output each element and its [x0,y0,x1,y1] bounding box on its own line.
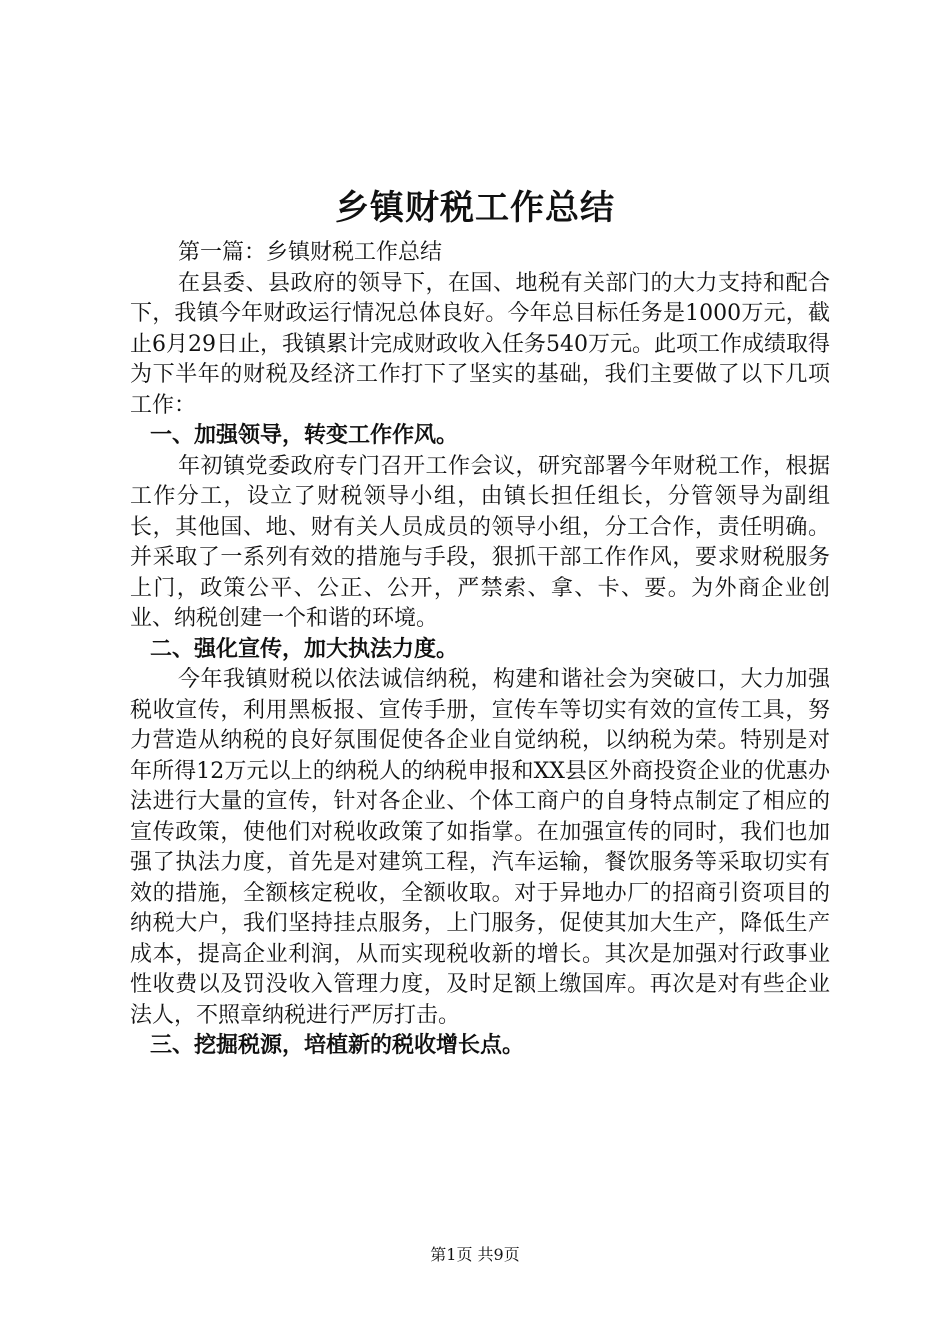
section-heading-1: 一、加强领导，转变工作作风。 [150,423,459,448]
section-heading-2: 二、强化宣传，加大执法力度。 [150,636,459,662]
section-heading-3: 三、挖掘税源，培植新的税收增长点。 [150,1033,525,1058]
section-body-2: 今年我镇财税以依法诚信纳税，构建和谐社会为突破口，大力加强税收宣传，利用黑板报、宣传手册，宣传车等切实有效的宣传工具，努力营造从纳税的良好氛围促使各企业自觉纳税，以纳税为荣。特别是对年所得12万元以上的纳税人的纳税申报和XX县区外商投资企业的优惠办法进行大量的宣传，针对各企业、个体工商户的自身特点制定了相应的宣传政策，使他们对税收政策了如指掌。在加强宣传的同时，我们也加强了执法力度，首先是对建筑工程，汽车运输，餐饮服务等采取切实有效的措施，全额核定税收，全额收取。对于异地办厂的招商引资项目的纳税大户，我们坚持挂点服务，上门服务，促使其加大生产，降低生产成本，提高企业利润，从而实现税收新的增长。其次是加强对行政事业性收费以及罚没收入管理力度，及时足额上缴国库。再次是对有些企业法人，不照章纳税进行严厉打击。 [130,667,830,1028]
document-body [130,238,830,1062]
document-title: 乡镇财税工作总结 [335,188,615,228]
intro-paragraph: 在县委、县政府的领导下，在国、地税有关部门的大力支持和配合下，我镇今年财政运行情况总体良好。今年总目标任务是1000万元，截止6月29日止，我镇累计完成财政收入任务540万元。此项工作成绩取得为下半年的财税及经济工作打下了坚实的基础，我们主要做了以下几项工作： [130,270,830,418]
page-number-footer: 第1页 共9页 [430,1245,520,1264]
subtitle-paragraph: 第一篇：乡镇财税工作总结 [178,240,443,265]
section-body-1: 年初镇党委政府专门召开工作会议，研究部署今年财税工作，根据工作分工，设立了财税领导小组，由镇长担任组长，分管领导为副组长，其他国、地、财有关人员成员的领导小组，分工合作，责任明确。并采取了一系列有效的措施与手段，狠抓干部工作作风，要求财税服务上门，政策公平、公正、公开，严禁索、拿、卡、要。为外商企业创业、纳税创建一个和谐的环境。 [130,453,830,631]
